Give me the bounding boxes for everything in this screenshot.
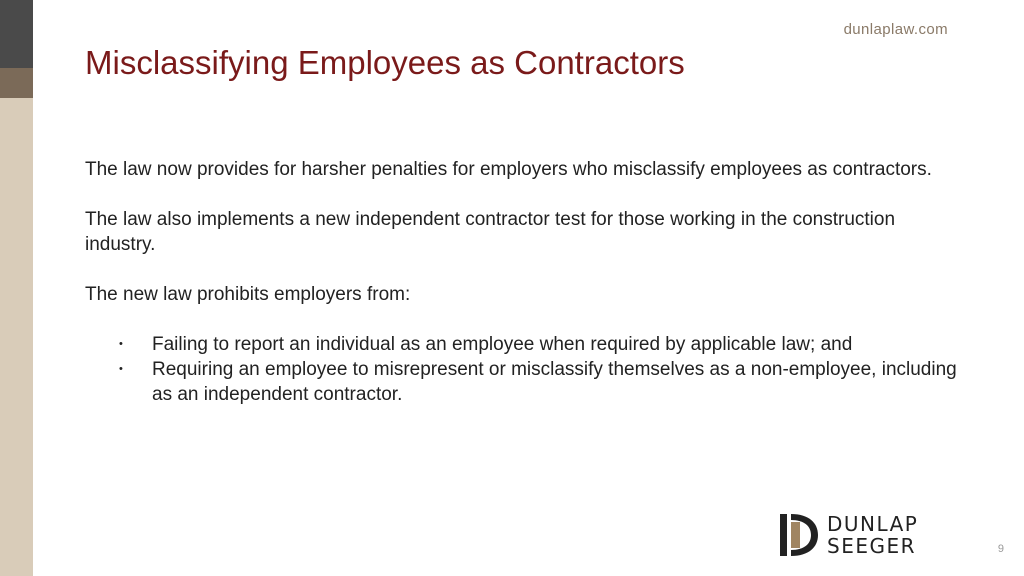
list-item-text: Failing to report an individual as an employee when required by applicable law; and <box>152 334 853 355</box>
page-number: 9 <box>997 543 1004 555</box>
slide-title: Misclassifying Employees as Contractors <box>85 44 685 81</box>
list-item-text: Requiring an employee to misrepresent or misclassify themselves as a non-employee, including as an independent contractor. <box>152 359 957 405</box>
side-stripe-dark <box>0 0 33 68</box>
list-item <box>119 357 965 407</box>
slide-body <box>85 157 965 407</box>
paragraph-penalties: The law now provides for harsher penalties for employers who misclassify employees as contractors. <box>85 159 932 180</box>
logo-line-seeger: SEEGER <box>827 534 916 558</box>
logo-line-dunlap: DUNLAP <box>827 512 919 536</box>
paragraph-prohibits: The new law prohibits employers from: <box>85 284 411 305</box>
list-item <box>119 332 965 357</box>
side-stripe-beige <box>0 98 33 576</box>
bullet-icon: • <box>119 338 123 350</box>
site-url: dunlaplaw.com <box>843 21 948 38</box>
bullet-icon: • <box>119 363 123 375</box>
paragraph-contractor-test: The law also implements a new independent contractor test for those working in the construction industry. <box>85 209 896 255</box>
side-stripe-brown <box>0 68 33 98</box>
logo-mark-icon <box>778 512 820 558</box>
prohibitions-list <box>85 332 965 407</box>
dunlap-seeger-logo <box>778 512 958 558</box>
logo-wordmark <box>827 513 918 557</box>
